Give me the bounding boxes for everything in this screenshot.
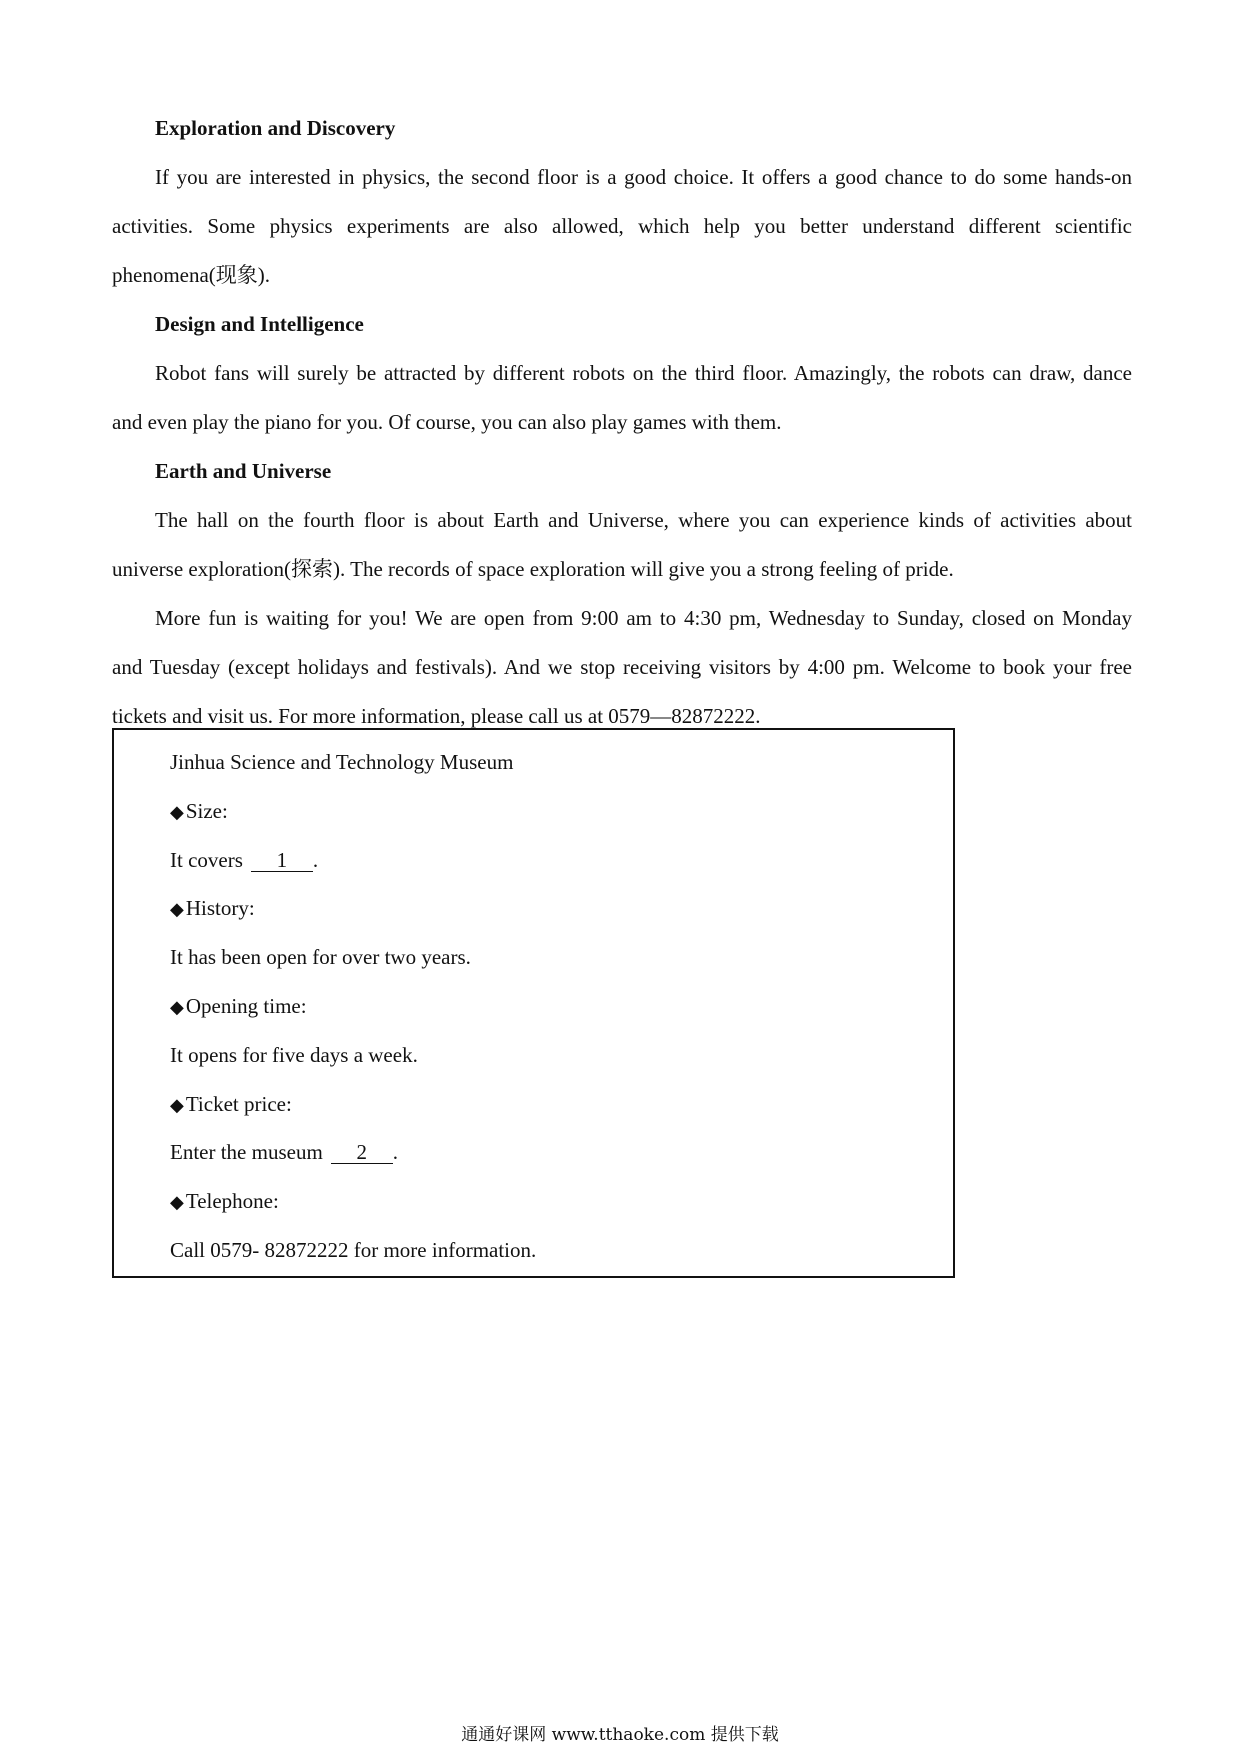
paragraph-line: universe exploration(探索). The records of space exploration will give you a strong feeling of pride. (112, 557, 954, 581)
notes-size-text (170, 836, 536, 885)
size-end: . (312, 847, 319, 872)
opening-text: It opens for five days a week. (170, 1042, 418, 1067)
notes-history-label (170, 884, 536, 933)
notes-size-label (170, 787, 536, 836)
ticket-end: . (392, 1140, 399, 1165)
section-heading-design: Design and Intelligence (155, 312, 364, 336)
size-text: It covers (170, 847, 243, 872)
notes-telephone-label (170, 1177, 536, 1226)
notes-opening-label (170, 982, 536, 1031)
paragraph-line: and even play the piano for you. Of course, you can also play games with them. (112, 410, 782, 434)
telephone-label: Telephone: (185, 1189, 279, 1214)
museum-notes (170, 738, 536, 1275)
museum-notes-box (112, 728, 955, 1278)
page-footer: 通通好课网 www.tthaoke.com 提供下载 (461, 1725, 779, 1745)
paragraph-line: More fun is waiting for you! We are open from 9:00 am to 4:30 pm, Wednesday to Sunday, closed on Monday (155, 606, 1132, 630)
diamond-bullet-icon: ◆ (170, 801, 184, 823)
notes-ticket-label (170, 1080, 536, 1129)
paragraph-line: phenomena(现象). (112, 263, 271, 287)
paragraph-line: The hall on the fourth floor is about Earth and Universe, where you can experience kinds of activities about (155, 508, 1132, 532)
section-heading-earth: Earth and Universe (155, 459, 332, 483)
diamond-bullet-icon: ◆ (170, 899, 184, 921)
diamond-bullet-icon: ◆ (170, 1192, 184, 1214)
section-heading-exploration: Exploration and Discovery (155, 116, 396, 140)
notes-title: Jinhua Science and Technology Museum (170, 750, 514, 774)
answer-blank-2[interactable]: 2 (331, 1141, 393, 1164)
telephone-text: Call 0579- 82872222 for more information. (170, 1237, 537, 1262)
history-text: It has been open for over two years. (170, 945, 471, 970)
ticket-label: Ticket price: (185, 1091, 292, 1116)
opening-label: Opening time: (185, 993, 307, 1018)
notes-ticket-text (170, 1128, 536, 1177)
paragraph-line: tickets and visit us. For more information, please call us at 0579—82872222. (112, 704, 761, 728)
paragraph-line: If you are interested in physics, the second floor is a good choice. It offers a good chance to do some hands-on (155, 165, 1132, 189)
diamond-bullet-icon: ◆ (170, 1094, 184, 1116)
history-label: History: (185, 896, 255, 921)
paragraph-line: and Tuesday (except holidays and festivals). And we stop receiving visitors by 4:00 pm. Welcome to book your free (112, 655, 1132, 679)
paragraph-line: activities. Some physics experiments are also allowed, which help you better understand different scientific (112, 214, 1132, 238)
answer-blank-1[interactable]: 1 (251, 849, 313, 872)
ticket-text: Enter the museum (170, 1140, 323, 1165)
size-label: Size: (185, 798, 228, 823)
paragraph-line: Robot fans will surely be attracted by different robots on the third floor. Amazingly, the robots can draw, dance (155, 361, 1132, 385)
diamond-bullet-icon: ◆ (170, 996, 184, 1018)
article-body (112, 104, 1132, 741)
